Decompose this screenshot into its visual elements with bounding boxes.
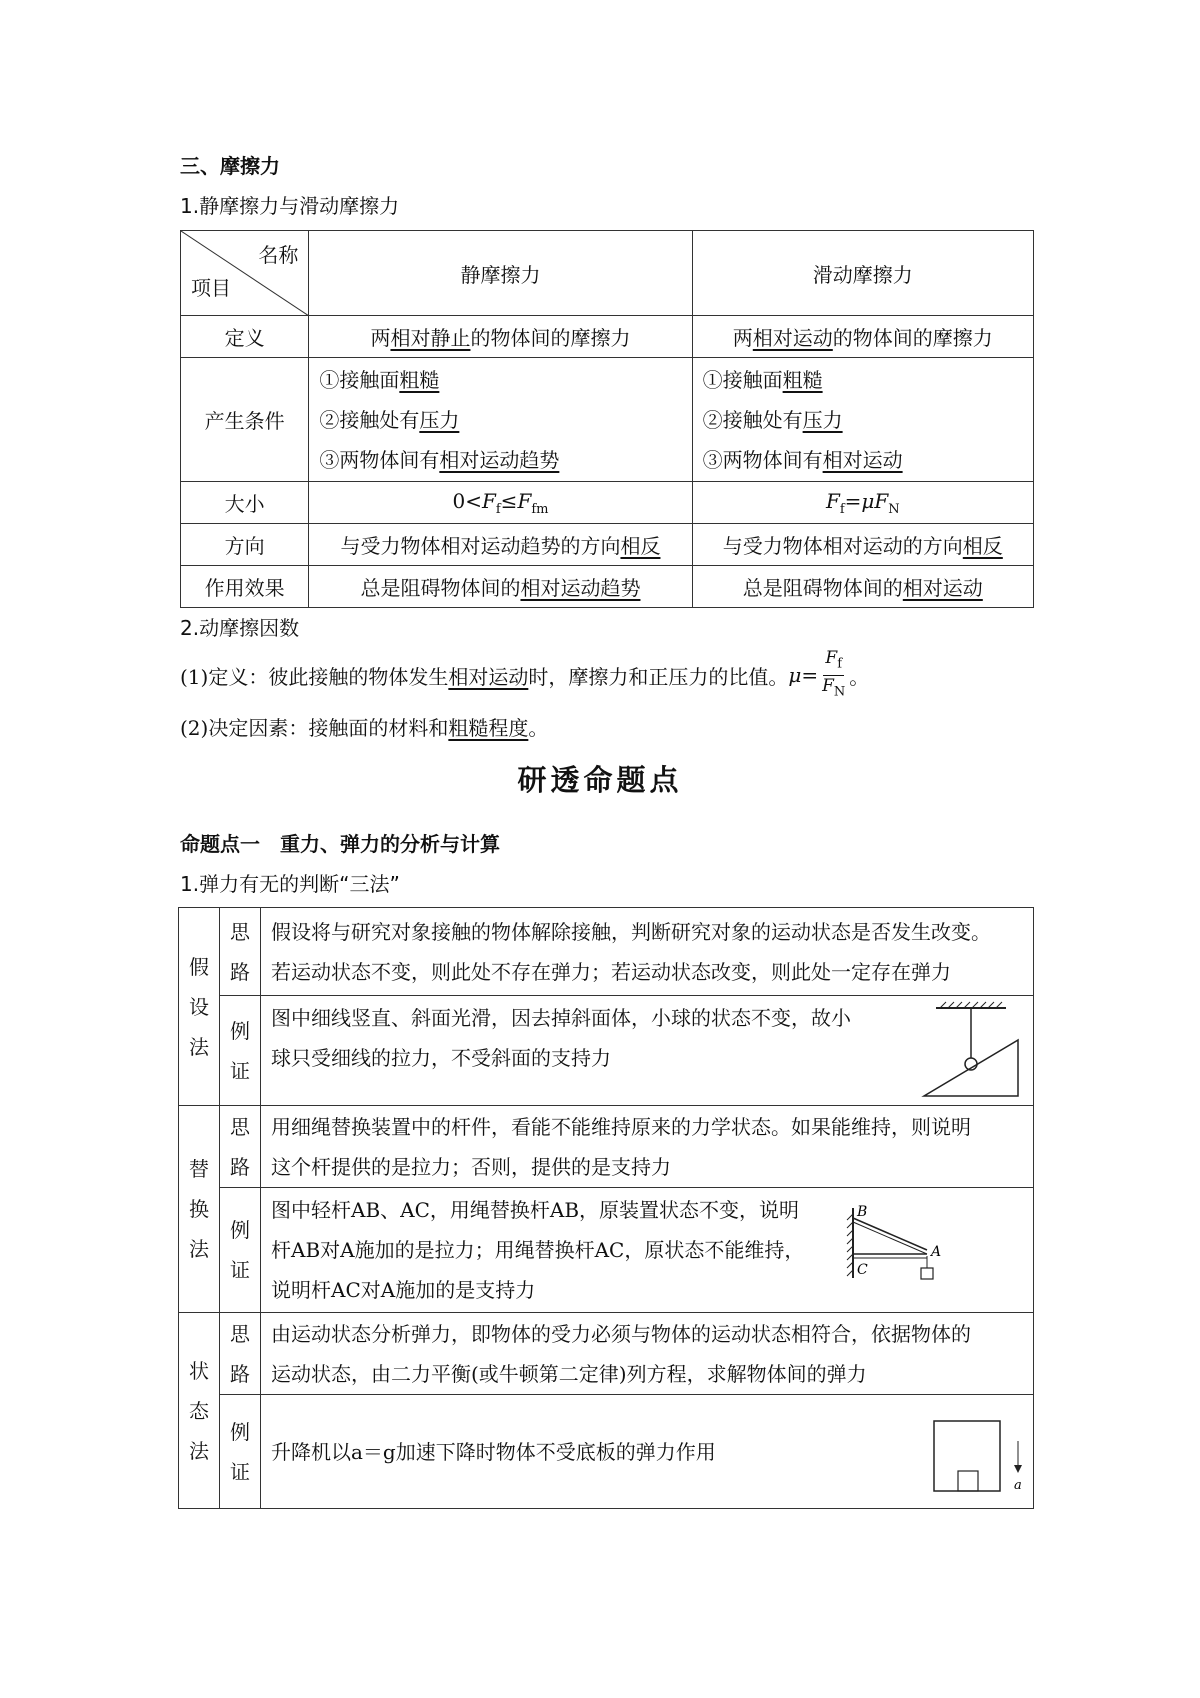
- label-accel: a: [1014, 1478, 1022, 1493]
- header-item: 项目: [191, 276, 231, 300]
- method-name: 替 换 法: [179, 1106, 220, 1313]
- table-row: [179, 1313, 1034, 1395]
- label-b: B: [857, 1204, 868, 1220]
- example-label: 例 证: [220, 1188, 261, 1313]
- factor-line: (2)决定因素：接触面的材料和粗糙程度。: [180, 716, 549, 740]
- example-text: 图中轻杆AB、AC，用绳替换杆AB，原装置状态不变，说明 杆AB对A施加的是拉力；用绳替换杆AC，原状态不能维持， 说明杆AC对A施加的是支持力 B A C: [261, 1188, 1034, 1313]
- fraction: $\frac{F_f}{F_N}$: [822, 648, 846, 699]
- conditions-sliding: ①接触面粗糙 ②接触处有压力 ③两物体间有相对运动: [692, 358, 1033, 482]
- idea-label: 思 路: [220, 908, 261, 996]
- idea-text: 假设将与研究对象接触的物体解除接触，判断研究对象的运动状态是否发生改变。 若运动状态不变，则此处不存在弹力；若运动状态改变，则此处一定存在弹力: [261, 908, 1034, 996]
- label-c: C: [857, 1262, 868, 1278]
- example-text: 升降机以a＝g加速下降时物体不受底板的弹力作用 a: [261, 1395, 1034, 1509]
- definition-line: (1)定义：彼此接触的物体发生 相对运动 时，摩擦力和正压力的比值。 μ= $\frac{F_f}{F_N}$ 。: [180, 650, 869, 700]
- table-row: [181, 524, 1034, 566]
- row-label: 作用效果: [181, 566, 309, 608]
- magnitude-static: $0<F_f\le F_{fm}$: [309, 482, 692, 524]
- page-title: 研透命题点: [517, 763, 683, 797]
- table-row: [179, 1188, 1034, 1313]
- section-heading: 三、摩擦力: [180, 154, 280, 178]
- elevator-figure: [926, 1417, 1036, 1497]
- definition-static: 两相对静止的物体间的摩擦力: [309, 316, 692, 358]
- conditions-static: ①接触面粗糙 ②接触处有压力 ③两物体间有相对运动趋势: [309, 358, 692, 482]
- label-a: A: [931, 1244, 942, 1260]
- idea-label: 思 路: [220, 1313, 261, 1395]
- table-row: [179, 1106, 1034, 1188]
- row-label: 定义: [181, 316, 309, 358]
- direction-static: 与受力物体相对运动趋势的方向相反: [309, 524, 692, 566]
- definition-sliding: 两相对运动的物体间的摩擦力: [692, 316, 1033, 358]
- idea-text: 由运动状态分析弹力，即物体的受力必须与物体的运动状态相符合，依据物体的 运动状态，由二力平衡(或牛顿第二定律)列方程，求解物体间的弹力: [261, 1313, 1034, 1395]
- magnitude-sliding: $F_f=\mu F_N$: [692, 482, 1033, 524]
- table-row: [179, 908, 1034, 996]
- subsection-title: 1.静摩擦力与滑动摩擦力: [180, 194, 400, 218]
- example-label: 例 证: [220, 996, 261, 1106]
- example-label: 例 证: [220, 1395, 261, 1509]
- rod-bracket-figure: [839, 1204, 949, 1302]
- example-text: 图中细线竖直、斜面光滑，因去掉斜面体，小球的状态不变，故小 球只受细线的拉力，不受斜面的支持力: [261, 996, 1034, 1106]
- table-row: [181, 358, 1034, 482]
- effect-sliding: 总是阻碍物体间的相对运动: [692, 566, 1033, 608]
- col-static: 静摩擦力: [309, 231, 692, 316]
- method-name: 状 态 法: [179, 1313, 220, 1509]
- col-sliding: 滑动摩擦力: [692, 231, 1033, 316]
- idea-label: 思 路: [220, 1106, 261, 1188]
- table-row: [181, 482, 1034, 524]
- topic-heading: 命题点一 重力、弹力的分析与计算: [180, 832, 500, 856]
- methods-table: [178, 907, 1034, 1509]
- table-row: [181, 316, 1034, 358]
- row-label: 方向: [181, 524, 309, 566]
- header-diagonal-cell: [181, 231, 309, 316]
- table-row: [179, 1395, 1034, 1509]
- subsection-title: 1.弹力有无的判断“三法”: [180, 872, 400, 896]
- subsection-title: 2.动摩擦因数: [180, 616, 300, 640]
- friction-table: [180, 230, 1034, 608]
- row-label: 产生条件: [181, 358, 309, 482]
- idea-text: 用细绳替换装置中的杆件，看能不能维持原来的力学状态。如果能维持，则说明 这个杆提供的是拉力；否则，提供的是支持力: [261, 1106, 1034, 1188]
- effect-static: 总是阻碍物体间的相对运动趋势: [309, 566, 692, 608]
- row-label: 大小: [181, 482, 309, 524]
- method-name: 假 设 法: [179, 908, 220, 1106]
- table-row: [181, 566, 1034, 608]
- header-name: 名称: [258, 243, 299, 267]
- table-row: [179, 996, 1034, 1106]
- incline-ball-figure: [916, 1000, 1026, 1102]
- direction-sliding: 与受力物体相对运动的方向相反: [692, 524, 1033, 566]
